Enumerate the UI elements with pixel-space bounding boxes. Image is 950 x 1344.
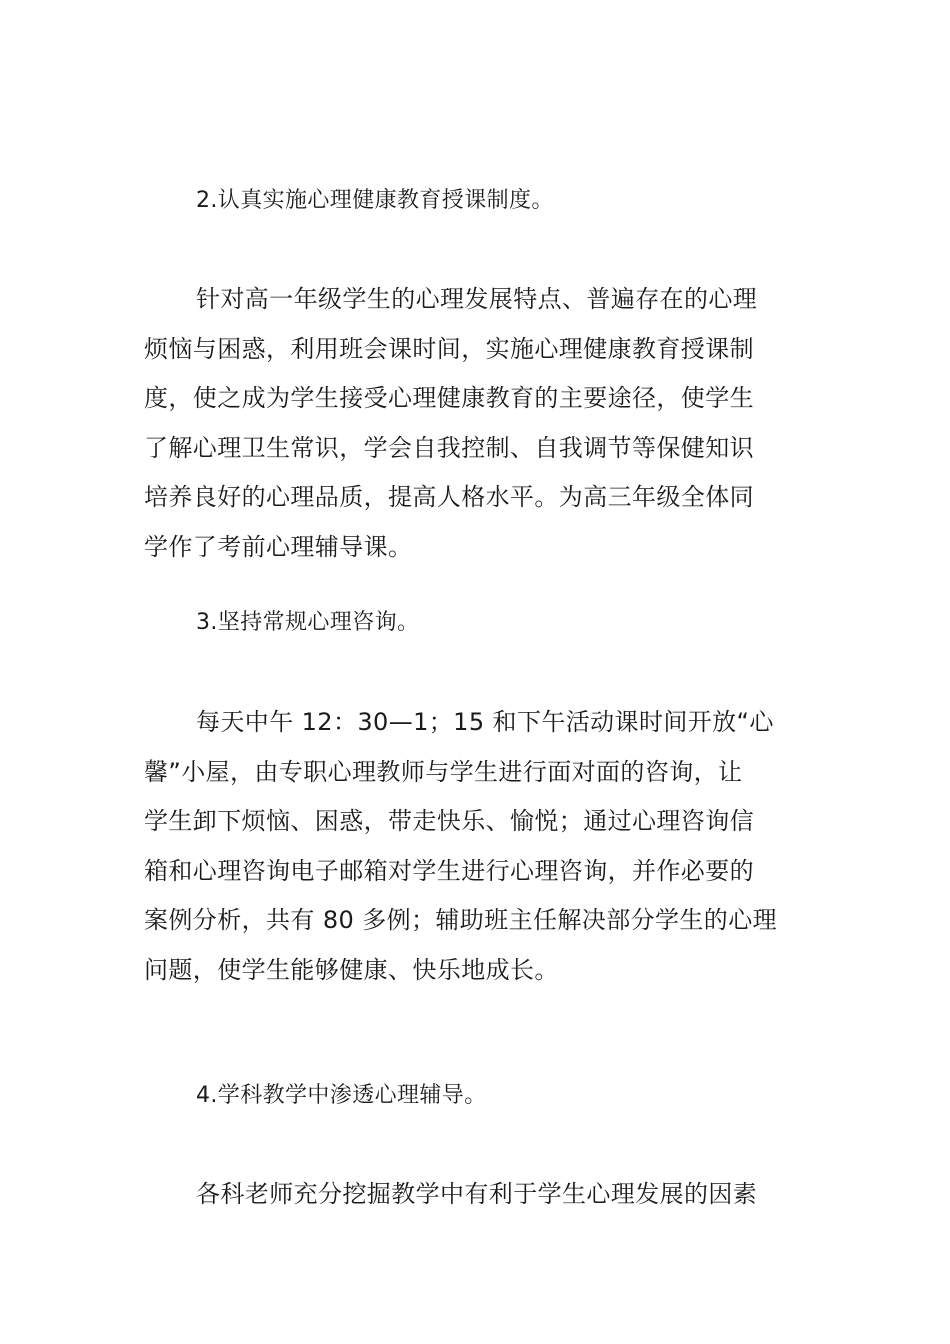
section-heading-2: 2.认真实施心理健康教育授课制度。 xyxy=(196,188,554,213)
paragraph-line: 箱和心理咨询电子邮箱对学生进行心理咨询，并作必要的 xyxy=(144,856,754,885)
section-heading-3: 3.坚持常规心理咨询。 xyxy=(196,610,420,635)
section-heading-4: 4.学科教学中渗透心理辅导。 xyxy=(196,1083,487,1108)
paragraph-line: 各科老师充分挖掘教学中有利于学生心理发展的因素 xyxy=(196,1180,758,1208)
section-paragraph-2 xyxy=(144,275,809,573)
paragraph-line: 度，使之成为学生接受心理健康教育的主要途径，使学生 xyxy=(144,384,754,413)
paragraph-line: 针对高一年级学生的心理发展特点、普遍存在的心理 xyxy=(196,285,758,313)
paragraph-line: 烦恼与困惑，利用班会课时间，实施心理健康教育授课制 xyxy=(144,334,754,363)
paragraph-line: 学作了考前心理辅导课。 xyxy=(144,532,413,561)
paragraph-line: 馨”小屋，由专职心理教师与学生进行面对面的咨询，让 xyxy=(144,757,743,786)
section-paragraph-4 xyxy=(144,1170,809,1220)
paragraph-line: 每天中午 12：30—1；15 和下午活动课时间开放“心 xyxy=(196,708,774,736)
paragraph-line: 培养良好的心理品质，提高人格水平。为高三年级全体同 xyxy=(144,483,754,512)
paragraph-line: 学生卸下烦恼、困惑，带走快乐、愉悦；通过心理咨询信 xyxy=(144,807,754,836)
paragraph-line: 了解心理卫生常识，学会自我控制、自我调节等保健知识 xyxy=(144,433,754,462)
paragraph-line: 案例分析，共有 80 多例；辅助班主任解决部分学生的心理 xyxy=(144,906,777,935)
paragraph-line: 问题，使学生能够健康、快乐地成长。 xyxy=(144,955,559,984)
section-paragraph-3 xyxy=(144,698,809,996)
